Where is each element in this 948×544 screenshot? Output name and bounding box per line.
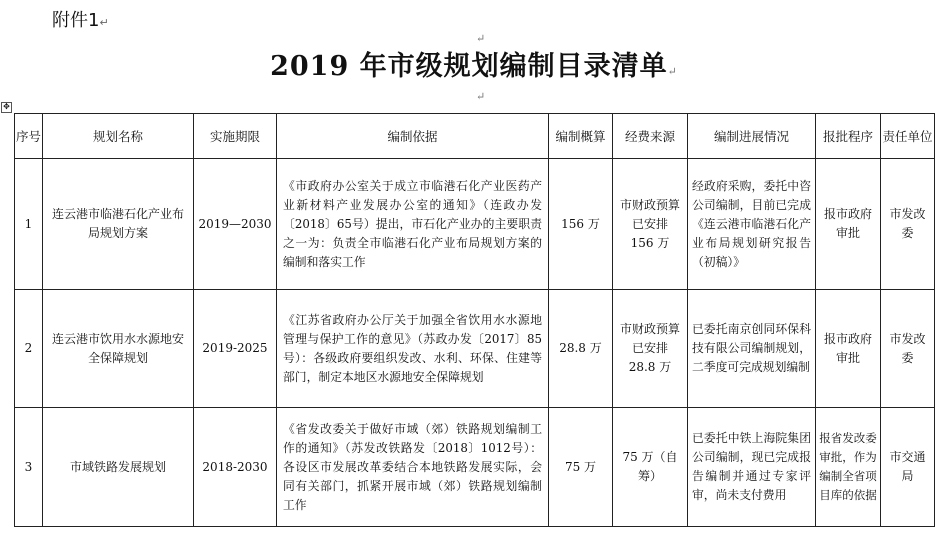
cell-progress: 已委托南京创同环保科技有限公司编制规划，二季度可完成规划编制	[688, 290, 816, 408]
cell-unit: 市发改委	[881, 159, 935, 290]
header-cell-progress: 编制进展情况	[688, 114, 816, 159]
cell-no: 2	[15, 290, 43, 408]
paragraph-mark-icon: ↵	[476, 32, 486, 45]
header-cell-budget: 编制概算	[549, 114, 613, 159]
cell-unit: 市交通局	[881, 408, 935, 527]
cell-progress: 经政府采购，委托中咨公司编制，目前已完成《连云港市临港石化产业布局规划研究报告（初稿）》	[688, 159, 816, 290]
table-row	[15, 159, 935, 290]
cell-unit: 市发改委	[881, 290, 935, 408]
cell-approval: 报市政府审批	[816, 159, 881, 290]
plan-catalog-table	[14, 113, 935, 527]
cell-basis: 《市政府办公室关于成立市临港石化产业医药产业新材料产业发展办公室的通知》（连政办发〔2018〕65号）提出，市石化产业办的主要职责之一为：负责全市临港石化产业布局规划方案的编制和落实工作	[277, 159, 549, 290]
header-cell-no: 序号	[15, 114, 43, 159]
cell-name: 市域铁路发展规划	[43, 408, 194, 527]
cell-name: 连云港市临港石化产业布局规划方案	[43, 159, 194, 290]
header-cell-period: 实施期限	[194, 114, 277, 159]
cell-period: 2018-2030	[194, 408, 277, 527]
cell-progress: 已委托中铁上海院集团公司编制，现已完成报告编制并通过专家评审，尚未支付费用	[688, 408, 816, 527]
table-row	[15, 290, 935, 408]
cell-funding: 市财政预算已安排 28.8 万	[613, 290, 688, 408]
cell-no: 3	[15, 408, 43, 527]
cell-approval: 报市政府审批	[816, 290, 881, 408]
header-cell-funding: 经费来源	[613, 114, 688, 159]
cell-funding: 市财政预算已安排 156 万	[613, 159, 688, 290]
cell-approval: 报省发改委审批，作为编制全省项目库的依据	[816, 408, 881, 527]
cell-budget: 28.8 万	[549, 290, 613, 408]
header-cell-unit: 责任单位	[881, 114, 935, 159]
table-header-row	[15, 114, 935, 159]
cell-no: 1	[15, 159, 43, 290]
paragraph-mark-icon: ↵	[667, 65, 678, 78]
cell-period: 2019-2025	[194, 290, 277, 408]
cell-funding: 75 万（自筹）	[613, 408, 688, 527]
paragraph-mark-icon: ↵	[99, 16, 109, 29]
cell-basis: 《省发改委关于做好市域（郊）铁路规划编制工作的通知》（苏发改铁路发〔2018〕1012号）：各设区市发展改革委结合本地铁路发展实际，会同有关部门，抓紧开展市域（郊）铁路规划编制工作	[277, 408, 549, 527]
paragraph-mark-icon: ↵	[476, 90, 486, 103]
table-row	[15, 408, 935, 527]
cell-name: 连云港市饮用水水源地安全保障规划	[43, 290, 194, 408]
title-text: 2019 年市级规划编制目录清单	[270, 51, 668, 82]
table-move-handle-icon[interactable]: ✥	[1, 102, 12, 113]
header-cell-basis: 编制依据	[277, 114, 549, 159]
cell-budget: 75 万	[549, 408, 613, 527]
cell-budget: 156 万	[549, 159, 613, 290]
header-cell-name: 规划名称	[43, 114, 194, 159]
header-cell-approval: 报批程序	[816, 114, 881, 159]
cell-period: 2019—2030	[194, 159, 277, 290]
cell-basis: 《江苏省政府办公厅关于加强全省饮用水水源地管理与保护工作的意见》（苏政办发〔2017〕85号）：各级政府要组织发改、水利、环保、住建等部门，制定本地区水源地安全保障规划	[277, 290, 549, 408]
attachment-text: 附件1	[52, 10, 100, 31]
page-title	[0, 44, 948, 83]
attachment-label	[52, 6, 109, 32]
